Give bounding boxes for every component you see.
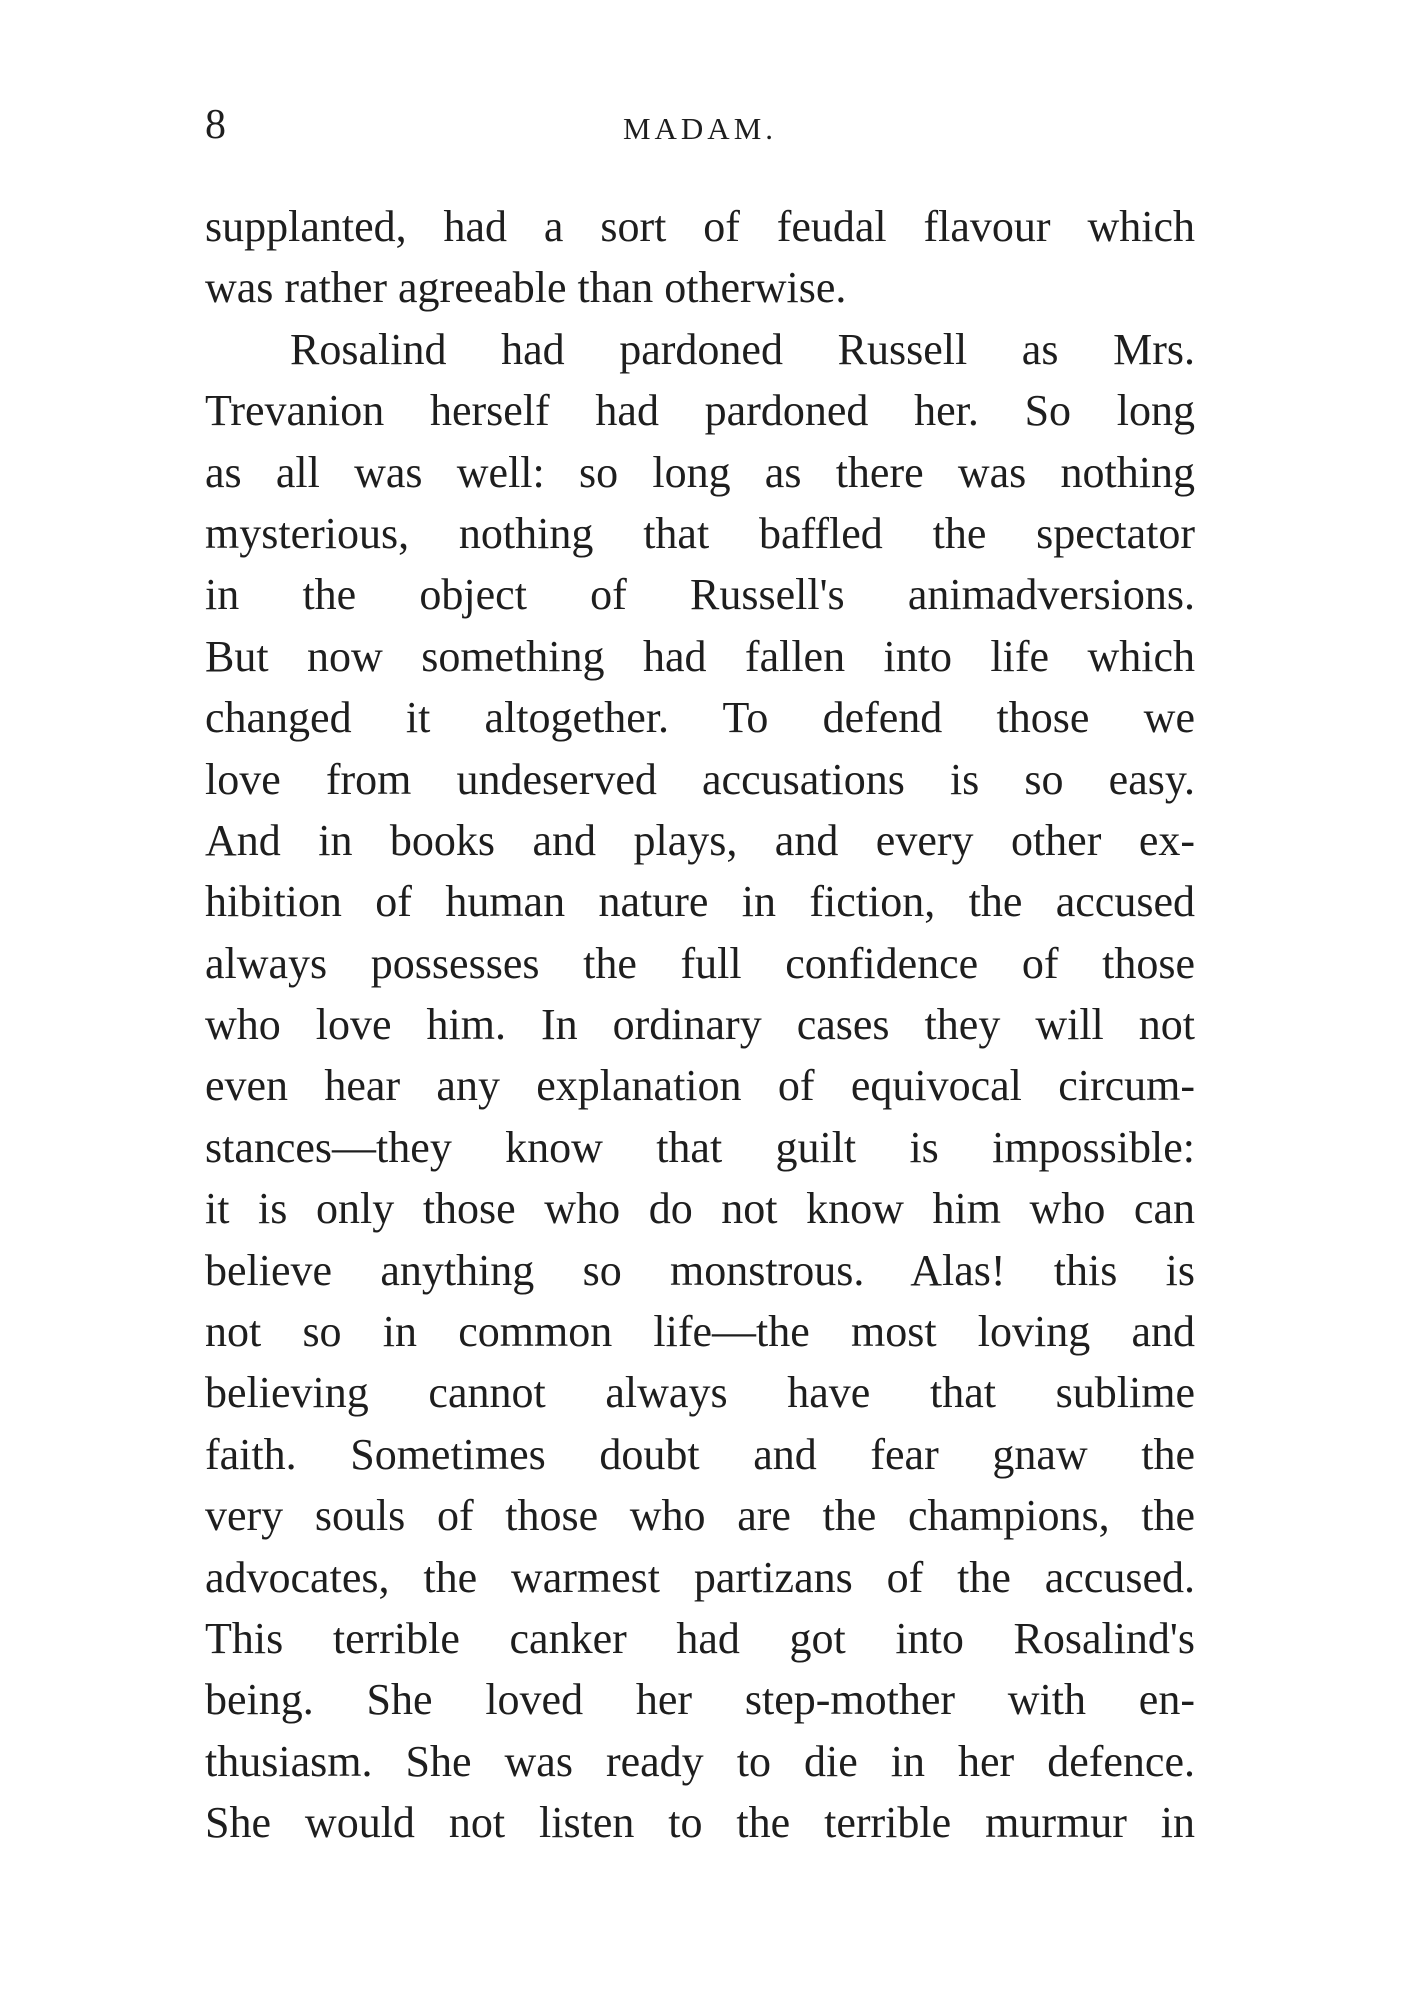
text-line: it is only those who do not know him who can: [205, 1184, 1195, 1234]
text-line: was rather agreeable than otherwise.: [205, 263, 847, 313]
text-line: Trevanion herself had pardoned her. So long: [205, 386, 1195, 436]
text-line: This terrible canker had got into Rosalind's: [205, 1613, 1195, 1663]
running-title: MADAM.: [622, 111, 778, 146]
text-line: mysterious, nothing that baffled the spectator: [205, 508, 1195, 558]
text-line: But now something had fallen into life which: [205, 631, 1195, 681]
text-line: faith. Sometimes doubt and fear gnaw the: [205, 1429, 1195, 1479]
text-line: believe anything so monstrous. Alas! this is: [205, 1245, 1195, 1295]
text-line: Rosalind had pardoned Russell as Mrs.: [290, 324, 1195, 374]
running-head: [205, 95, 1195, 155]
text-line: She would not listen to the terrible murmur in: [205, 1798, 1195, 1848]
body-text: [205, 196, 1195, 1854]
text-line: supplanted, had a sort of feudal flavour which: [205, 202, 1195, 251]
text-line: being. She loved her step-mother with en-: [205, 1675, 1195, 1725]
text-line: not so in common life—the most loving and: [205, 1307, 1195, 1357]
text-line: very souls of those who are the champions, the: [205, 1491, 1195, 1541]
text-line: who love him. In ordinary cases they will not: [205, 1000, 1195, 1050]
text-line: even hear any explanation of equivocal circum-: [205, 1061, 1195, 1111]
text-line: as all was well: so long as there was nothing: [205, 447, 1195, 497]
text-line: thusiasm. She was ready to die in her defence.: [205, 1736, 1195, 1786]
text-line: advocates, the warmest partizans of the accused.: [205, 1552, 1195, 1602]
text-line: stances—they know that guilt is impossible:: [205, 1122, 1195, 1172]
text-line: love from undeserved accusations is so easy.: [205, 754, 1195, 804]
text-line: changed it altogether. To defend those we: [205, 693, 1195, 743]
page-number: 8: [205, 102, 226, 148]
text-line: always possesses the full confidence of those: [205, 938, 1195, 988]
text-line: And in books and plays, and every other ex-: [205, 815, 1195, 865]
text-line: believing cannot always have that sublime: [205, 1368, 1195, 1418]
text-line: hibition of human nature in fiction, the accused: [205, 877, 1195, 927]
text-line: in the object of Russell's animadversions.: [205, 570, 1195, 620]
